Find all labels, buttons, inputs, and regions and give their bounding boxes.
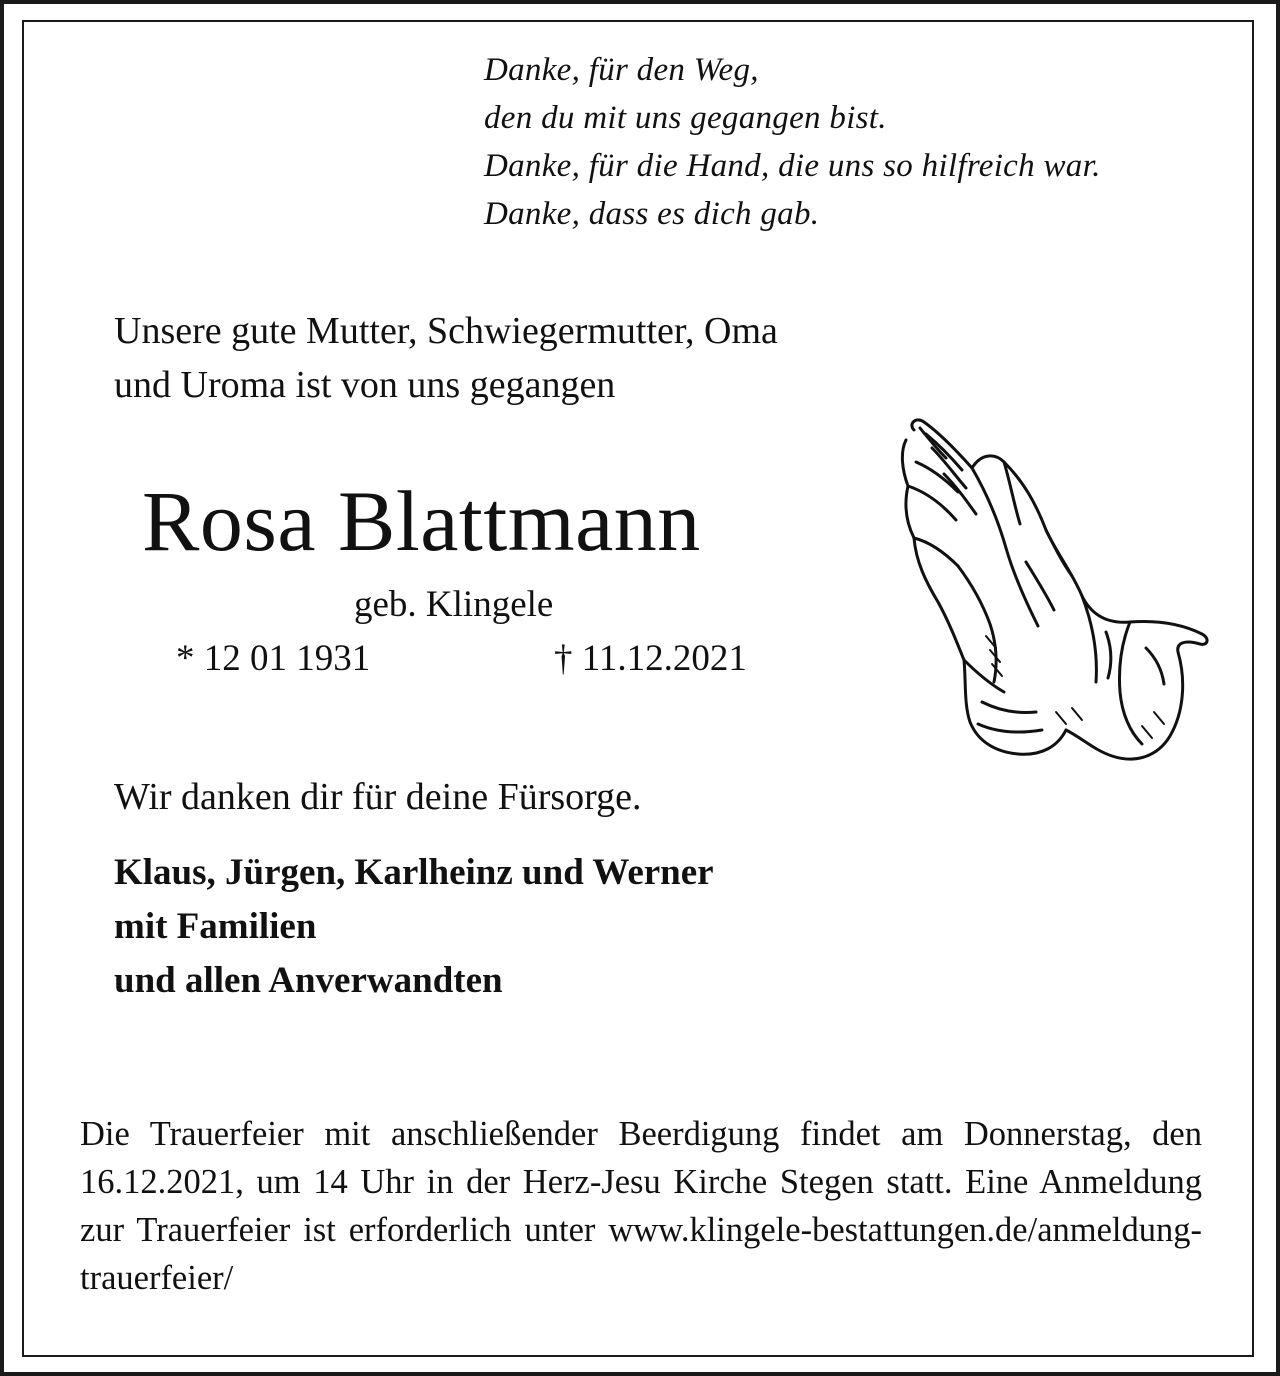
family-line: mit Familien	[114, 906, 317, 947]
poem-line: den du mit uns gegangen bist.	[484, 100, 887, 136]
praying-hands-icon	[886, 412, 1216, 772]
intro-text	[114, 304, 778, 412]
maiden-name: geb. Klingele	[354, 584, 554, 625]
family-signature	[114, 846, 714, 1008]
family-line: Klaus, Jürgen, Karlheinz und Werner	[114, 852, 714, 893]
thanks-text: Wir danken dir für deine Fürsorge.	[114, 776, 642, 818]
death-date: † 11.12.2021	[554, 638, 747, 679]
deceased-name: Rosa Blattmann	[142, 473, 701, 569]
poem-line: Danke, für die Hand, die uns so hilfreich war.	[484, 148, 1101, 184]
poem-line: Danke, dass es dich gab.	[484, 196, 820, 232]
intro-line: und Uroma ist von uns gegangen	[114, 364, 616, 406]
birth-date: * 12 01 1931	[176, 638, 371, 679]
service-notice: Die Trauerfeier mit anschließender Beerdigung findet am Donnerstag, den 16.12.2021, um 14 Uhr in der Herz-Jesu Kirche Stegen statt. Eine Anmeldung zur Trauerfeier ist erforderlich unter www.klingele-bestattungen.de/anmeldung-trauerfeier/	[80, 1115, 1202, 1297]
intro-line: Unsere gute Mutter, Schwiegermutter, Oma	[114, 310, 778, 352]
family-line: und allen Anverwandten	[114, 960, 503, 1001]
poem-line: Danke, für den Weg,	[484, 52, 759, 88]
poem	[484, 46, 1101, 238]
